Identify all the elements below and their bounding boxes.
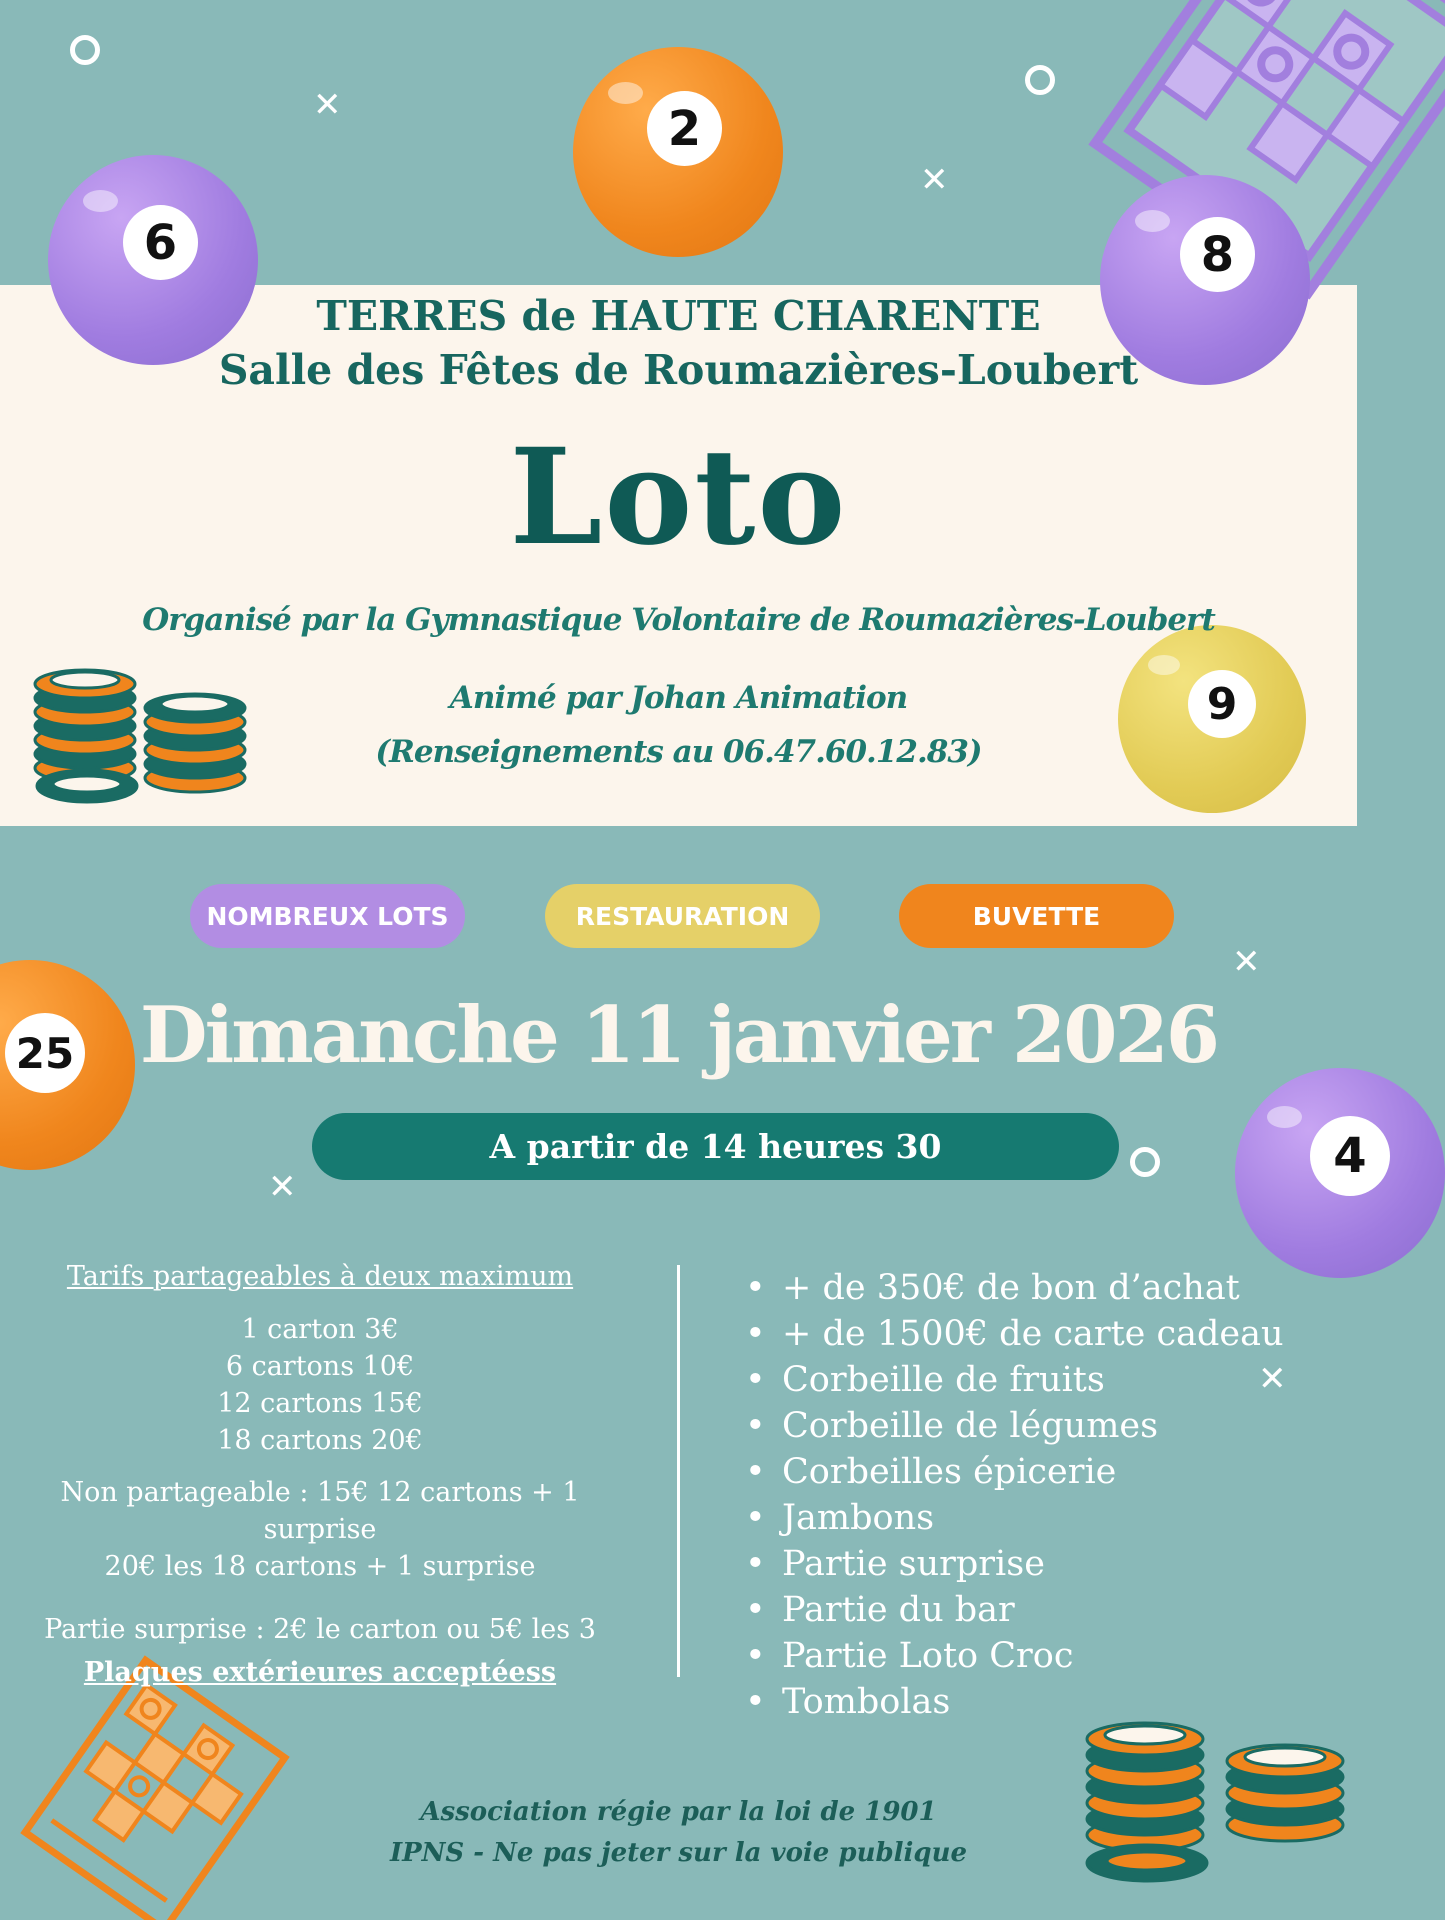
list-item: • Partie surprise	[745, 1541, 1284, 1587]
tariff-line: 6 cartons 10€	[225, 1351, 415, 1382]
bingo-ball-9: 9	[1118, 625, 1306, 813]
page-title: Loto	[509, 420, 848, 575]
list-item: • Partie Loto Croc	[745, 1633, 1284, 1679]
list-item: • Jambons	[745, 1495, 1284, 1541]
badge-restauration: RESTAURATION	[545, 884, 820, 948]
list-item: • + de 350€ de bon d’achat	[745, 1265, 1284, 1311]
sparkle-icon: ✕	[1232, 942, 1261, 982]
event-time: A partir de 14 heures 30	[489, 1127, 942, 1166]
bingo-ball-8: 8	[1100, 175, 1310, 385]
region-heading: TERRES de HAUTE CHARENTE	[316, 292, 1041, 340]
event-time-bar	[312, 1113, 1119, 1180]
non-shareable-line: 20€ les 18 cartons + 1 surprise	[104, 1551, 536, 1582]
tariffs-section	[0, 1258, 640, 1691]
bingo-ball-2: 2	[573, 47, 783, 257]
bingo-ball-4: 4	[1235, 1068, 1445, 1278]
footer-association: Association régie par la loi de 1901	[420, 1797, 937, 1827]
venue-heading: Salle des Fêtes de Roumazières-Loubert	[218, 346, 1139, 394]
footer-ipns: IPNS - Ne pas jeter sur la voie publique	[389, 1838, 968, 1868]
prizes-list	[745, 1265, 1284, 1725]
sparkle-icon: ✕	[920, 160, 949, 200]
sparkle-icon: ✕	[313, 85, 342, 125]
ring-decoration	[1130, 1147, 1160, 1177]
list-item: • Corbeille de fruits	[745, 1357, 1284, 1403]
sparkle-icon: ✕	[1258, 1359, 1287, 1399]
list-item: • Corbeille de légumes	[745, 1403, 1284, 1449]
ring-decoration	[70, 35, 100, 65]
animator-text: Animé par Johan Animation	[449, 680, 908, 716]
badge-buvette: BUVETTE	[899, 884, 1174, 948]
list-item: • Partie du bar	[745, 1587, 1284, 1633]
tariff-line: 18 cartons 20€	[217, 1425, 423, 1456]
sparkle-icon: ✕	[268, 1167, 297, 1207]
plates-note: Plaques extérieures acceptéess	[83, 1657, 557, 1688]
column-divider	[677, 1265, 680, 1677]
bingo-ball-6: 6	[48, 155, 258, 365]
bingo-ball-25: 25	[0, 960, 135, 1170]
surprise-tariff: Partie surprise : 2€ le carton ou 5€ les 3	[44, 1614, 596, 1645]
non-shareable-line: Non partageable : 15€ 12 cartons + 1 surprise	[60, 1477, 580, 1545]
list-item: • Corbeilles épicerie	[745, 1449, 1284, 1495]
event-date: Dimanche 11 janvier 2026	[139, 990, 1218, 1081]
list-item: • + de 1500€ de carte cadeau	[745, 1311, 1284, 1357]
tariff-line: 12 cartons 15€	[217, 1388, 423, 1419]
tariff-line: 1 carton 3€	[241, 1314, 399, 1345]
tariffs-heading: Tarifs partageables à deux maximum	[66, 1261, 574, 1292]
badge-nombreux-lots: NOMBREUX LOTS	[190, 884, 465, 948]
organizer-text: Organisé par la Gymnastique Volontaire de Roumazières-Loubert	[142, 602, 1215, 638]
ring-decoration	[1025, 65, 1055, 95]
contact-info: (Renseignements au 06.47.60.12.83)	[375, 734, 982, 770]
list-item: • Tombolas	[745, 1679, 1284, 1725]
